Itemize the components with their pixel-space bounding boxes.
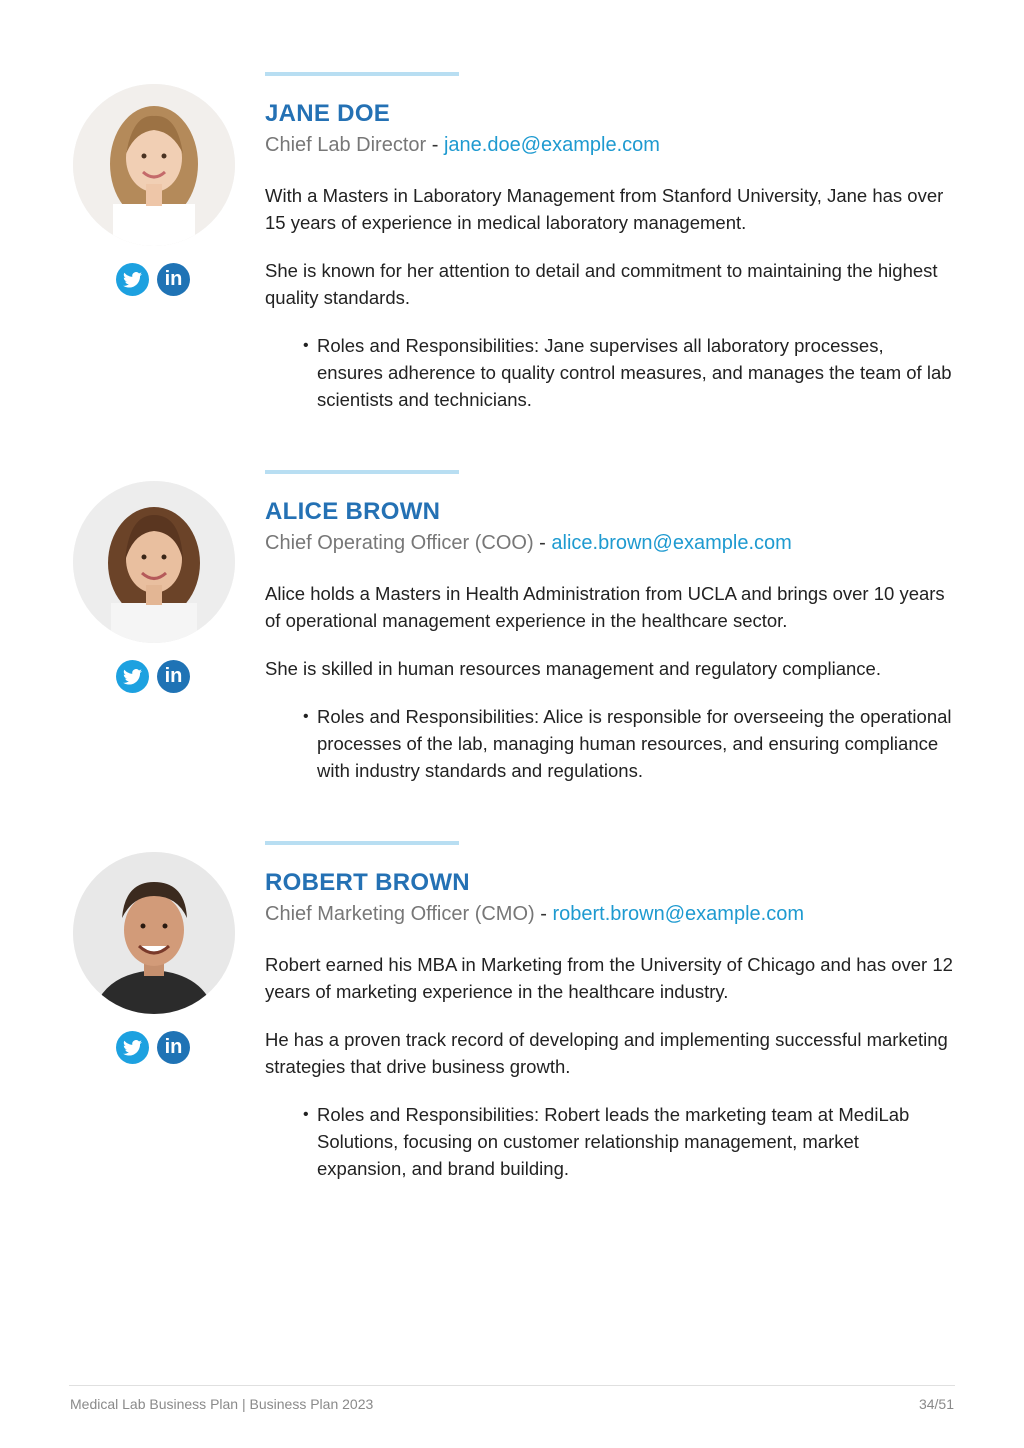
member-role bbox=[265, 134, 660, 157]
bio-paragraph: Alice holds a Masters in Health Administration from UCLA and brings over 10 years of operational management experience in the healthcare sector. bbox=[265, 583, 945, 631]
portrait-image bbox=[73, 84, 235, 246]
responsibility-item bbox=[303, 332, 953, 413]
page-number: 34/51 bbox=[918, 1396, 954, 1412]
linkedin-icon[interactable] bbox=[157, 1031, 190, 1064]
footer-divider bbox=[69, 1385, 955, 1386]
linkedin-label: in bbox=[164, 268, 183, 290]
section-divider bbox=[265, 470, 459, 474]
social-links bbox=[116, 1031, 192, 1065]
social-links bbox=[116, 263, 192, 297]
member-name: JANE DOE bbox=[265, 100, 391, 127]
responsibility-text: Roles and Responsibilities: Jane supervises all laboratory processes, ensures adherence to quality control measures, and manages the team of lab scientists and technicians. bbox=[317, 335, 952, 410]
footer-document-title: Medical Lab Business Plan | Business Plan 2023 bbox=[70, 1396, 374, 1412]
bullet-marker: • bbox=[303, 337, 309, 354]
bio-paragraph: He has a proven track record of developing and implementing successful marketing strategies that drive business growth. bbox=[265, 1029, 948, 1077]
email-link[interactable]: jane.doe@example.com bbox=[443, 134, 660, 156]
bio-paragraph: Robert earned his MBA in Marketing from the University of Chicago and has over 12 years of marketing experience in the healthcare industry. bbox=[265, 954, 953, 1002]
member-title: Chief Operating Officer (COO) bbox=[265, 532, 534, 554]
member-title: Chief Marketing Officer (CMO) bbox=[265, 903, 535, 925]
bio-paragraph: With a Masters in Laboratory Management from Stanford University, Jane has over 15 years of experience in medical laboratory management. bbox=[265, 185, 944, 233]
role-separator: - bbox=[534, 903, 553, 925]
linkedin-label: in bbox=[164, 1036, 183, 1058]
member-name: ROBERT BROWN bbox=[265, 869, 470, 896]
role-separator: - bbox=[426, 134, 444, 156]
bullet-marker: • bbox=[303, 1106, 309, 1123]
role-separator: - bbox=[533, 532, 552, 554]
responsibility-text: Roles and Responsibilities: Alice is responsible for overseeing the operational processes of the lab, managing human resources, and ensuring compliance with industry standards and regulations. bbox=[317, 706, 952, 781]
social-links bbox=[116, 660, 192, 694]
bio-paragraph: She is skilled in human resources management and regulatory compliance. bbox=[265, 658, 881, 679]
twitter-icon[interactable] bbox=[116, 660, 149, 693]
portrait-image bbox=[73, 481, 235, 643]
profile-photo bbox=[73, 481, 235, 643]
member-role bbox=[265, 903, 804, 926]
linkedin-label: in bbox=[164, 665, 183, 687]
twitter-icon[interactable] bbox=[116, 263, 149, 296]
linkedin-icon[interactable] bbox=[157, 263, 190, 296]
responsibility-text: Roles and Responsibilities: Robert leads the marketing team at MediLab Solutions, focusing on customer relationship management, market expansion, and brand building. bbox=[317, 1104, 910, 1179]
section-divider bbox=[265, 841, 459, 845]
member-role bbox=[265, 532, 792, 555]
email-link[interactable]: alice.brown@example.com bbox=[551, 532, 792, 554]
email-link[interactable]: robert.brown@example.com bbox=[552, 903, 804, 925]
responsibility-item bbox=[303, 1101, 953, 1182]
section-divider bbox=[265, 72, 459, 76]
portrait-image bbox=[73, 852, 235, 1014]
responsibility-item bbox=[303, 703, 953, 784]
member-name: ALICE BROWN bbox=[265, 498, 441, 525]
twitter-icon[interactable] bbox=[116, 1031, 149, 1064]
bio-paragraph: She is known for her attention to detail and commitment to maintaining the highest quality standards. bbox=[265, 260, 938, 308]
bullet-marker: • bbox=[303, 708, 309, 725]
profile-photo bbox=[73, 852, 235, 1014]
profile-photo bbox=[73, 84, 235, 246]
member-title: Chief Lab Director bbox=[265, 134, 427, 156]
linkedin-icon[interactable] bbox=[157, 660, 190, 693]
